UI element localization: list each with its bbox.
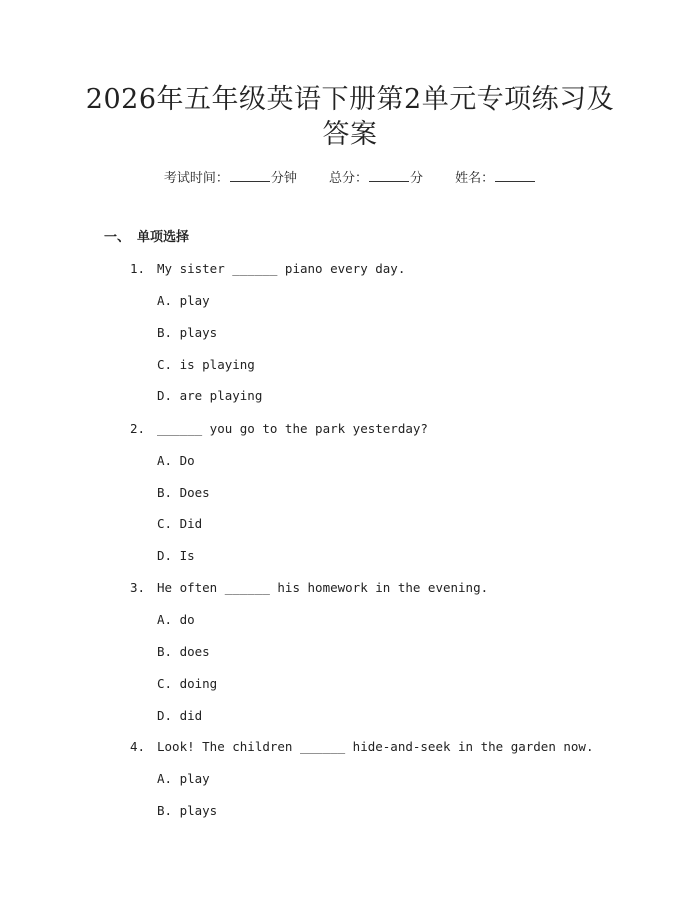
question-text: ______ you go to the park yesterday? bbox=[157, 421, 428, 436]
question-3 bbox=[130, 579, 489, 597]
question-1 bbox=[130, 260, 406, 278]
question-text: My sister ______ piano every day. bbox=[157, 261, 406, 276]
option-c: C. Did bbox=[157, 516, 203, 531]
question-2 bbox=[130, 420, 428, 438]
question-4 bbox=[130, 738, 594, 756]
exam-time-label: 考试时间： bbox=[163, 171, 229, 186]
exam-info-row bbox=[0, 169, 700, 188]
option-a: A. play bbox=[157, 771, 210, 786]
option-a: A. Do bbox=[157, 453, 195, 468]
student-name-label: 姓名： bbox=[455, 171, 495, 186]
option-c: C. doing bbox=[157, 676, 218, 691]
total-score-unit: 分 bbox=[410, 171, 424, 186]
option-d: D. Is bbox=[157, 548, 195, 563]
student-name-blank bbox=[495, 169, 535, 182]
exam-time-blank bbox=[230, 169, 270, 182]
option-b: B. Does bbox=[157, 485, 210, 500]
option-b: B. plays bbox=[157, 803, 218, 818]
option-b: B. plays bbox=[157, 325, 218, 340]
question-number: 1. bbox=[130, 261, 146, 276]
question-number: 4. bbox=[130, 739, 146, 754]
question-number: 3. bbox=[130, 580, 146, 595]
student-name-field bbox=[455, 169, 536, 188]
question-text: Look! The children ______ hide-and-seek in the garden now. bbox=[157, 739, 594, 754]
option-d: D. are playing bbox=[157, 388, 263, 403]
total-score-label: 总分： bbox=[328, 171, 368, 186]
option-d: D. did bbox=[157, 708, 203, 723]
total-score-blank bbox=[369, 169, 409, 182]
option-a: A. play bbox=[157, 293, 210, 308]
section-heading bbox=[104, 229, 189, 247]
document-title-line-1: 2026年五年级英语下册第2单元专项练习及 bbox=[85, 84, 615, 115]
option-c: C. is playing bbox=[157, 357, 255, 372]
option-a: A. do bbox=[157, 612, 195, 627]
section-title: 单项选择 bbox=[137, 230, 190, 245]
exam-time-field bbox=[164, 169, 297, 188]
total-score-field bbox=[329, 169, 423, 188]
exam-time-unit: 分钟 bbox=[270, 171, 297, 186]
question-text: He often ______ his homework in the evening. bbox=[157, 580, 489, 595]
option-b: B. does bbox=[157, 644, 210, 659]
document-title-line-2: 答案 bbox=[322, 119, 378, 150]
section-number: 一、 bbox=[104, 230, 131, 245]
question-number: 2. bbox=[130, 421, 146, 436]
